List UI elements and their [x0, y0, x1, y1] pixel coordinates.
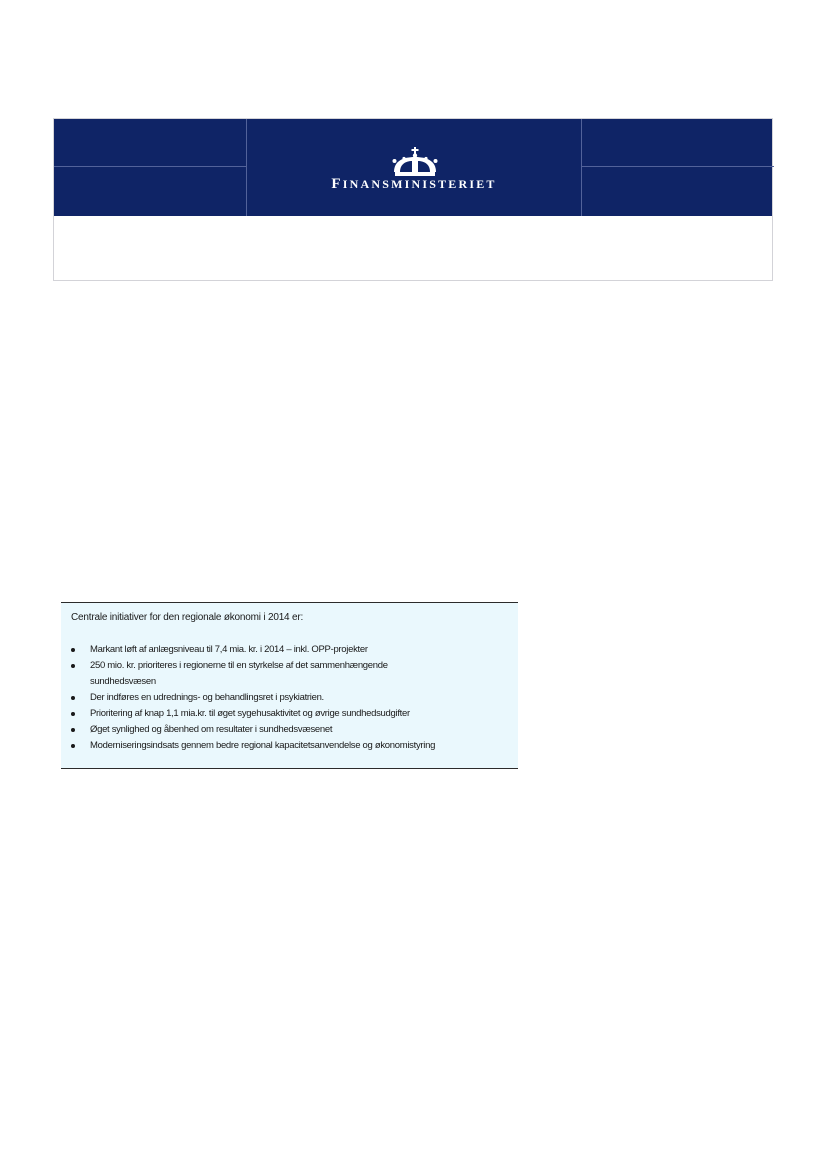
- header-divider-left: [54, 166, 246, 167]
- list-item: Markant løft af anlægsniveau til 7,4 mia. kr. i 2014 – inkl. OPP-projekter: [71, 642, 511, 658]
- list-item: Prioritering af knap 1,1 mia.kr. til øget sygehusaktivitet og øvrige sundhedsudgifter: [71, 706, 511, 722]
- crown-icon: [390, 147, 440, 177]
- list-item: Moderniseringsindsats gennem bedre regional kapacitetsanvendelse og økonomistyring: [71, 738, 511, 754]
- header-band: [54, 119, 772, 216]
- bullet-icon: [71, 728, 75, 732]
- bullet-icon: [71, 712, 75, 716]
- bullet-icon: [71, 664, 75, 668]
- list-item: Øget synlighed og åbenhed om resultater i sundhedsvæsenet: [71, 722, 511, 738]
- list-item: 250 mio. kr. prioriteres i regionerne til en styrkelse af det sammenhængende sundhedsvæsen: [71, 658, 511, 690]
- ministry-wordmark: FINANSMINISTERIET: [331, 176, 497, 192]
- bullet-icon: [71, 744, 75, 748]
- list-item: Der indføres en udrednings- og behandlingsret i psykiatrien.: [71, 690, 511, 706]
- logo-panel: [246, 119, 582, 216]
- bullet-icon: [71, 648, 75, 652]
- factbox-list: [71, 642, 511, 754]
- factbox: [61, 602, 518, 769]
- bullet-icon: [71, 696, 75, 700]
- document-header: [53, 118, 773, 281]
- factbox-title: Centrale initiativer for den regionale økonomi i 2014 er:: [71, 612, 304, 623]
- header-divider-right: [582, 166, 774, 167]
